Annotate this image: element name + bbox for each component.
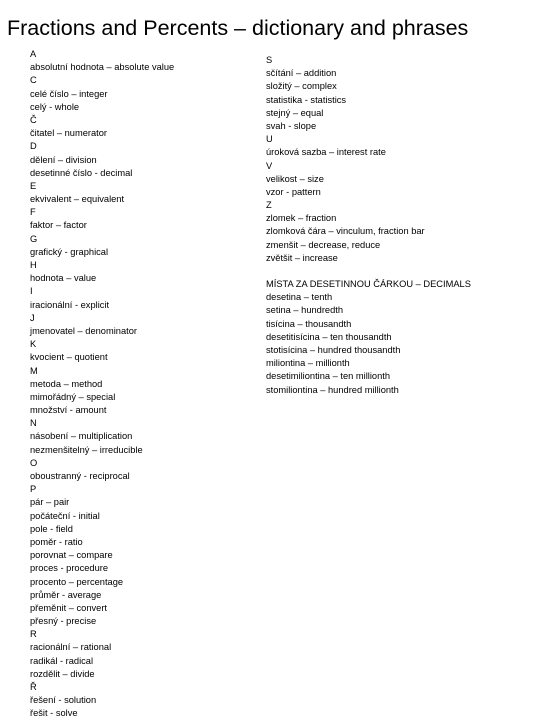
letter-heading: O — [30, 457, 38, 468]
letter-heading: N — [30, 418, 37, 429]
dictionary-entry: setina – hundredth — [266, 305, 344, 316]
page-title: Fractions and Percents – dictionary and phrases — [7, 16, 469, 40]
letter-heading: K — [30, 339, 37, 350]
dictionary-entry: desetinné číslo - decimal — [30, 167, 133, 178]
letter-heading: Z — [266, 200, 272, 211]
dictionary-entry: ekvivalent – equivalent — [30, 194, 125, 205]
dictionary-entry: velikost – size — [266, 173, 324, 184]
dictionary-entry: průměr - average — [30, 589, 102, 600]
dictionary-entry: jmenovatel – denominator — [30, 325, 137, 336]
dictionary-entry: stomiliontina – hundred millionth — [266, 384, 399, 395]
dictionary-entry: statistika - statistics — [266, 94, 347, 105]
letter-heading: P — [30, 484, 37, 495]
dictionary-entries-right — [266, 54, 471, 265]
dictionary-entry: pár – pair — [30, 497, 70, 508]
dictionary-entry: rozdělit – divide — [30, 668, 95, 679]
dictionary-entry: iracionální - explicit — [30, 299, 110, 310]
dictionary-entry: celý - whole — [30, 101, 80, 112]
dictionary-entry: absolutní hodnota – absolute value — [30, 62, 175, 73]
letter-heading: V — [266, 160, 273, 171]
dictionary-entry: mimořádný – special — [30, 391, 116, 402]
dictionary-entry: grafický - graphical — [30, 246, 109, 257]
dictionary-entry: sčítání – addition — [266, 68, 337, 79]
dictionary-entry: řešení - solution — [30, 695, 97, 706]
dictionary-entry: vzor - pattern — [266, 186, 321, 197]
letter-heading: D — [30, 141, 37, 152]
letter-heading: H — [30, 260, 37, 270]
letter-heading: S — [266, 55, 273, 65]
dictionary-entry: zlomek – fraction — [266, 213, 337, 224]
dictionary-entry: tisícina – thousandth — [266, 318, 352, 329]
dictionary-entry: dělení – division — [30, 154, 97, 165]
dictionary-entry: nezmenšitelný – irreducible — [30, 444, 143, 455]
dictionary-entry: zmenšit – decrease, reduce — [266, 239, 381, 250]
dictionary-column-left — [30, 48, 174, 721]
dictionary-entry: stejný – equal — [266, 107, 324, 118]
dictionary-entry: čitatel – numerator — [30, 128, 107, 139]
dictionary-column-right — [266, 54, 471, 397]
dictionary-entry: oboustranný - reciprocal — [30, 471, 130, 481]
dictionary-entry: proces - procedure — [30, 563, 109, 574]
dictionary-entry: množství - amount — [30, 405, 107, 416]
dictionary-entry: radikál - radical — [30, 655, 94, 666]
dictionary-entry: porovnat – compare — [30, 550, 113, 561]
dictionary-entry: svah - slope — [266, 120, 317, 131]
letter-heading: Č — [30, 114, 37, 125]
section-gap — [266, 265, 471, 278]
dictionary-entry: desetimiliontina – ten millionth — [266, 371, 391, 382]
letter-heading: I — [30, 286, 33, 297]
decimals-heading: MÍSTA ZA DESETINNOU ČÁRKOU – DECIMALS — [266, 279, 471, 289]
dictionary-entry: složitý – complex — [266, 81, 337, 92]
dictionary-entry: faktor – factor — [30, 220, 87, 231]
decimals-list — [266, 291, 471, 397]
dictionary-entry: přesný - precise — [30, 616, 97, 627]
dictionary-entry: celé číslo – integer — [30, 88, 108, 99]
letter-heading: F — [30, 207, 36, 218]
dictionary-entry: procento – percentage — [30, 576, 124, 587]
letter-heading: U — [266, 134, 273, 145]
dictionary-entry: desetina – tenth — [266, 292, 333, 303]
letter-heading: M — [30, 365, 38, 376]
letter-heading: G — [30, 233, 38, 244]
dictionary-entry: pole - field — [30, 523, 73, 534]
dictionary-entry: zlomková čára – vinculum, fraction bar — [266, 226, 425, 237]
dictionary-entry: zvětšit – increase — [266, 252, 338, 263]
dictionary-entry: kvocient – quotient — [30, 352, 108, 363]
letter-heading: C — [30, 75, 37, 86]
dictionary-entry: úroková sazba – interest rate — [266, 147, 386, 158]
dictionary-entry: poměr - ratio — [30, 536, 83, 547]
dictionary-entry: přeměnit – convert — [30, 602, 107, 613]
dictionary-entry: racionální – rational — [30, 642, 112, 653]
dictionary-entry: desetitisícina – ten thousandth — [266, 331, 392, 342]
dictionary-entry: násobení – multiplication — [30, 431, 133, 442]
dictionary-entry: počáteční - initial — [30, 510, 100, 521]
letter-heading: Ř — [30, 682, 37, 692]
dictionary-entry: metoda – method — [30, 378, 103, 389]
letter-heading: R — [30, 629, 37, 640]
dictionary-entry: řešit - solve — [30, 708, 78, 719]
dictionary-entry: stotisícina – hundred thousandth — [266, 344, 401, 355]
letter-heading: E — [30, 180, 37, 191]
dictionary-entry: miliontina – millionth — [266, 358, 350, 369]
letter-heading: J — [30, 312, 35, 323]
dictionary-entry: hodnota – value — [30, 273, 97, 284]
letter-heading: A — [30, 49, 37, 59]
